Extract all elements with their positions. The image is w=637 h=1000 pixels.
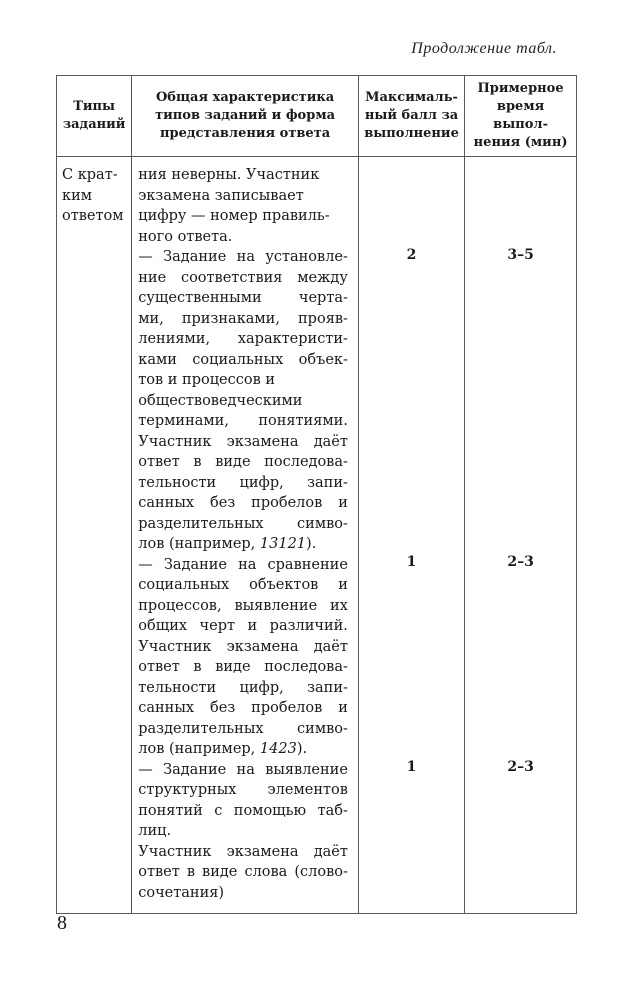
- max-score-value: 1: [406, 554, 417, 570]
- exam-task-table: [56, 75, 577, 914]
- example-line-2: лов (например, 1423).: [138, 741, 308, 757]
- header-time: Примерное время выпол- нения (мин): [465, 76, 577, 157]
- header-description: Общая характеристика типов заданий и форма представления ответа: [132, 76, 359, 157]
- table-row: [57, 157, 577, 914]
- max-score-value: 2: [406, 247, 417, 263]
- page-number: 8: [57, 912, 67, 934]
- time-value: 3–5: [507, 247, 534, 263]
- task-description-cell: ния неверны. Участник экзамена записывает цифру — номер правиль- ного ответа. — Задание на установле- ние соответствия между существенными черта- ми, признаками, прояв- лениями, характеристи- ками социальных объек- тов и процессов и обществоведческими терминами, понятиями. Участник экзамена даёт ответ в виде последова- тельности цифр, запи- санных без пробелов и разделительных симво- лов (например, 13121). — Задание на сравнение социальных объектов и процессов, выявление их общих черт и различий. Участник экзамена даёт ответ в виде последова- тельности цифр, запи- санных без пробелов и разделительных симво- лов (например, 1423). — Задание на выявление структурных элементов понятий с помощью таб- лиц. Участник экзамена даёт ответ в виде слова (слово- сочетания): [132, 157, 359, 914]
- table-header-row: [57, 76, 577, 157]
- max-score-cell: [358, 157, 464, 914]
- max-score-value: 1: [406, 759, 417, 775]
- header-max-score: Максималь- ный балл за выполнение: [358, 76, 464, 157]
- table-continuation-caption: Продолжение табл.: [411, 40, 557, 57]
- time-cell: [465, 157, 577, 914]
- task-type-cell: С крат- ким ответом: [57, 157, 132, 914]
- example-line-1: лов (например, 13121).: [138, 536, 317, 552]
- time-value: 2–3: [507, 554, 534, 570]
- time-value: 2–3: [507, 759, 534, 775]
- header-task-types: Типы заданий: [57, 76, 132, 157]
